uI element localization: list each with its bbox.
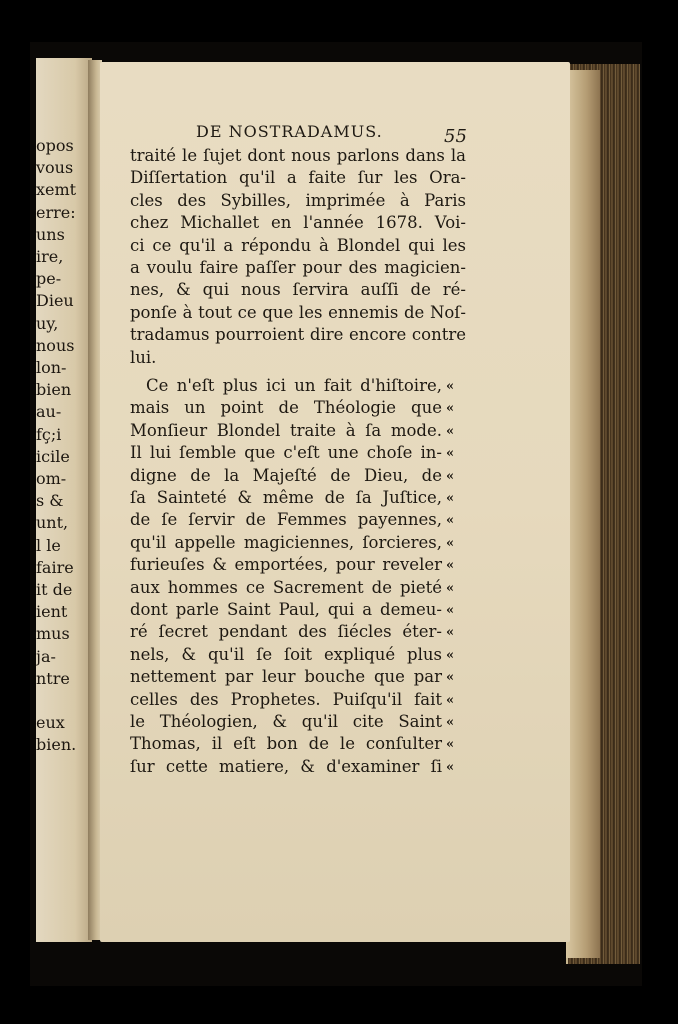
quotation-mark: « (446, 603, 455, 618)
quotation-mark: « (446, 647, 455, 663)
text-line: qu'il appelle magiciennes, ſorcieres, (130, 532, 442, 552)
text-line: ſa Sainteté & même de ſa Juſtice, (130, 488, 442, 507)
text-line: ponſe à tout ce que les ennemis de Noſ- (130, 302, 466, 322)
text-line: mais un point de Théologie que (130, 398, 442, 418)
left-page-fragment: au- (36, 402, 62, 422)
left-page-fragment: faire (36, 557, 74, 577)
text-line: aux hommes ce Sacrement de pieté (130, 577, 442, 597)
text-line: nes, & qui nous ſervira auſſi de ré- (130, 280, 466, 300)
left-page-fragment: Dieu (36, 291, 74, 311)
text-line: Diſſertation qu'il a faite ſur les Ora- (130, 168, 466, 188)
left-page-fragment: bien (36, 380, 72, 400)
left-page-fragment: unt, (36, 513, 69, 533)
quotation-mark: « (446, 401, 455, 417)
text-line: ſur cette matiere, & d'examiner ſi (130, 756, 442, 776)
quotation-mark: « (446, 491, 455, 506)
text-line: traité le ſujet dont nous parlons dans la (130, 146, 466, 165)
running-title: DE NOSTRADAMUS. (196, 122, 383, 141)
left-page-fragment: vous (36, 158, 74, 178)
left-page-fragment: erre: (36, 202, 76, 222)
left-page-fragment: fç;i (36, 424, 62, 444)
left-page-fragment: nous (36, 335, 75, 355)
left-page-fragment: icile (36, 446, 70, 466)
text-line: dont parle Saint Paul, qui a demeu- (130, 600, 442, 619)
quotation-mark: « (446, 423, 455, 439)
page-edges-face (566, 70, 600, 958)
text-line: nels, & qu'il ſe ſoit expliqué plus (130, 644, 442, 664)
left-page-fragment: om- (36, 469, 67, 488)
text-line: Ce n'eſt plus ici un fait d'hiſtoire, (146, 376, 442, 395)
text-line: a voulu faire paſſer pour des magicien- (130, 258, 466, 277)
text-line: furieuſes & emportées, pour reveler (130, 555, 442, 575)
text-line: ré ſecret pendant des ſiécles éter- (130, 622, 442, 642)
text-line: ci ce qu'il a répondu à Blondel qui les (130, 235, 466, 255)
left-page-fragment: uns (36, 224, 65, 244)
left-page-fragment: opos (36, 136, 74, 155)
quotation-mark: « (446, 759, 455, 775)
quotation-mark: « (446, 379, 455, 394)
quotation-mark: « (446, 535, 455, 551)
text-line: Thomas, il eſt bon de le conſulter (130, 734, 442, 754)
left-page-fragment: ient (36, 602, 68, 622)
left-page (36, 58, 92, 942)
left-page-fragment: s & (36, 491, 64, 511)
text-line: de ſe ſervir de Femmes payennes, (130, 510, 442, 530)
text-line: Il lui ſemble que c'eſt une choſe in- (130, 443, 442, 463)
text-line: celles des Prophetes. Puiſqu'il fait (130, 689, 442, 709)
quotation-mark: « (446, 468, 455, 484)
left-page-fragment: uy, (36, 313, 59, 333)
left-page-fragment: eux (36, 713, 65, 732)
left-page-fragment: ire, (36, 247, 64, 266)
left-page-fragment: it de (36, 580, 73, 599)
quotation-mark: « (446, 580, 455, 596)
text-line: cles des Sybilles, imprimée à Paris (130, 190, 466, 210)
quotation-mark: « (446, 558, 455, 574)
quotation-mark: « (446, 446, 455, 462)
text-line: lui. (130, 347, 157, 367)
quotation-mark: « (446, 692, 455, 708)
text-line: chez Michallet en l'année 1678. Voi- (130, 213, 466, 233)
text-line: le Théologien, & qu'il cite Saint (130, 712, 442, 731)
left-page-fragment: xemt (36, 180, 77, 200)
left-page-fragment: ja- (36, 646, 56, 666)
quotation-mark: « (446, 715, 455, 730)
quotation-mark: « (446, 737, 455, 753)
left-page-fragment: ntre (36, 668, 70, 688)
text-line: Monſieur Blondel traite à ſa mode. (130, 420, 442, 440)
text-line: tradamus pourroient dire encore contre (130, 325, 466, 345)
page-number: 55 (444, 126, 467, 147)
text-line: nettement par leur bouche que par (130, 667, 442, 687)
left-page-fragment: lon- (36, 358, 67, 377)
quotation-mark: « (446, 670, 455, 686)
left-page-fragment: bien. (36, 735, 77, 755)
quotation-mark: « (446, 625, 455, 641)
text-line: digne de la Majeſté de Dieu, de (130, 465, 442, 485)
left-page-fragment: l le (36, 535, 61, 555)
left-page-fragment: mus (36, 624, 70, 644)
left-page-fragment: pe- (36, 269, 62, 289)
quotation-mark: « (446, 513, 455, 529)
